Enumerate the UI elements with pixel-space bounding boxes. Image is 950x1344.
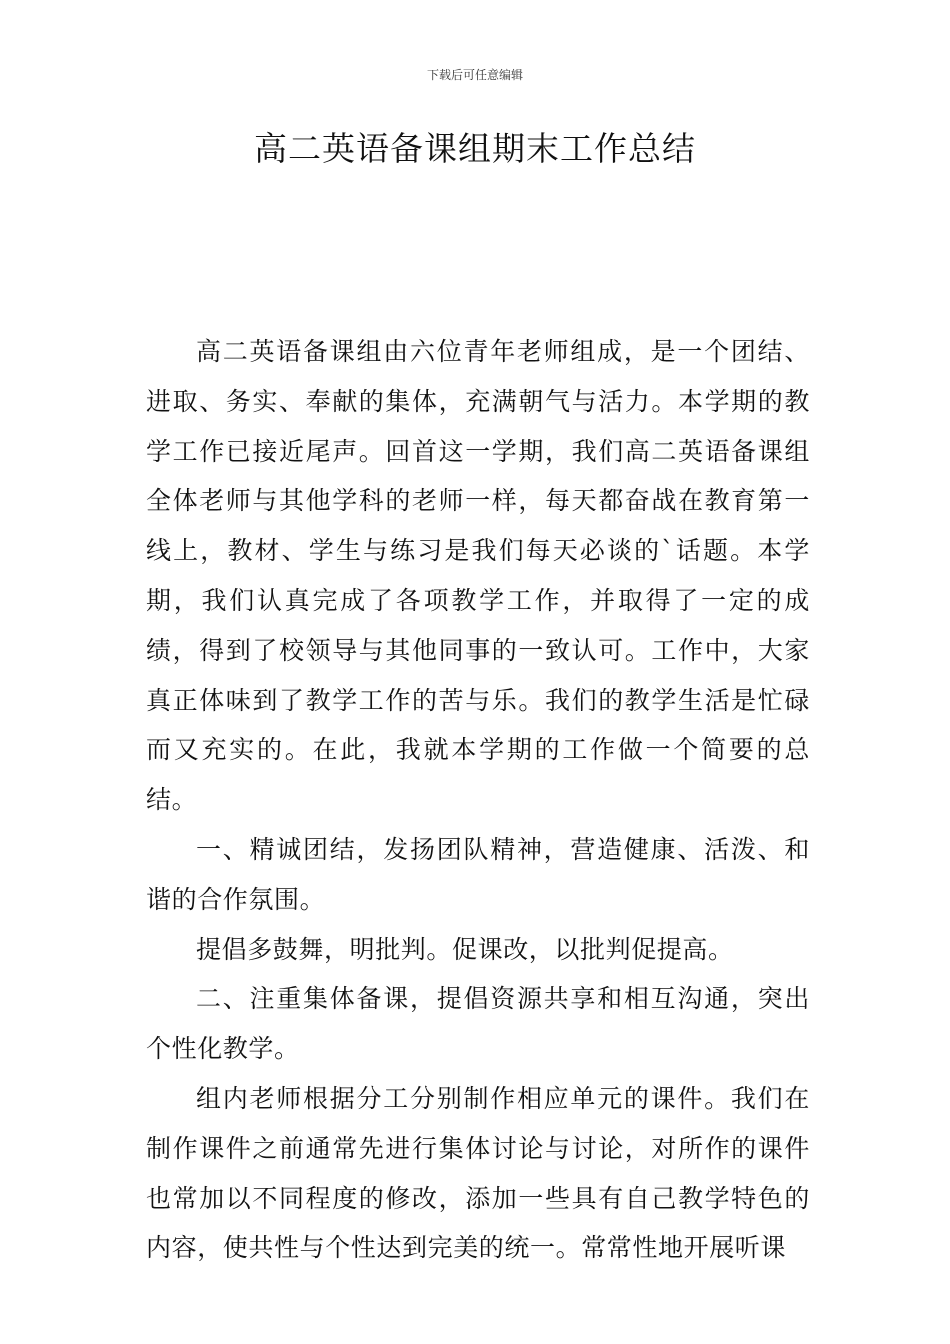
document-title: 高二英语备课组期末工作总结 (254, 129, 696, 168)
paragraph-intro: 高二英语备课组由六位青年老师组成，是一个团结、进取、务实、奉献的集体，充满朝气与活力。本学期的教学工作已接近尾声。回首这一学期，我们高二英语备课组全体老师与其他学科的老师一样，每天都奋战在教育第一线上，教材、学生与练习是我们每天必谈的`话题。本学期，我们认真完成了各项教学工作，并取得了一定的成绩，得到了校领导与其他同事的一致认可。工作中，大家真正体味到了教学工作的苦与乐。我们的教学生活是忙碌而又充实的。在此，我就本学期的工作做一个简要的总结。 (146, 337, 810, 815)
paragraph-section-2: 组内老师根据分工分别制作相应单元的课件。我们在制作课件之前通常先进行集体讨论与讨论，对所作的课件也常加以不同程度的修改，添加一些具有自己教学特色的内容，使共性与个性达到完美的统一。常常性地开展听课 (146, 1083, 810, 1263)
header-note: 下载后可任意编辑 (426, 68, 523, 82)
document-body (146, 327, 810, 1273)
section-heading-1: 一、精诚团结，发扬团队精神，营造健康、活泼、和谐的合作氛围。 (146, 834, 810, 914)
paragraph-section-1: 提倡多鼓舞，明批判。促课改，以批判促提高。 (196, 934, 734, 964)
section-heading-2: 二、注重集体备课，提倡资源共享和相互沟通，突出个性化教学。 (146, 984, 810, 1064)
